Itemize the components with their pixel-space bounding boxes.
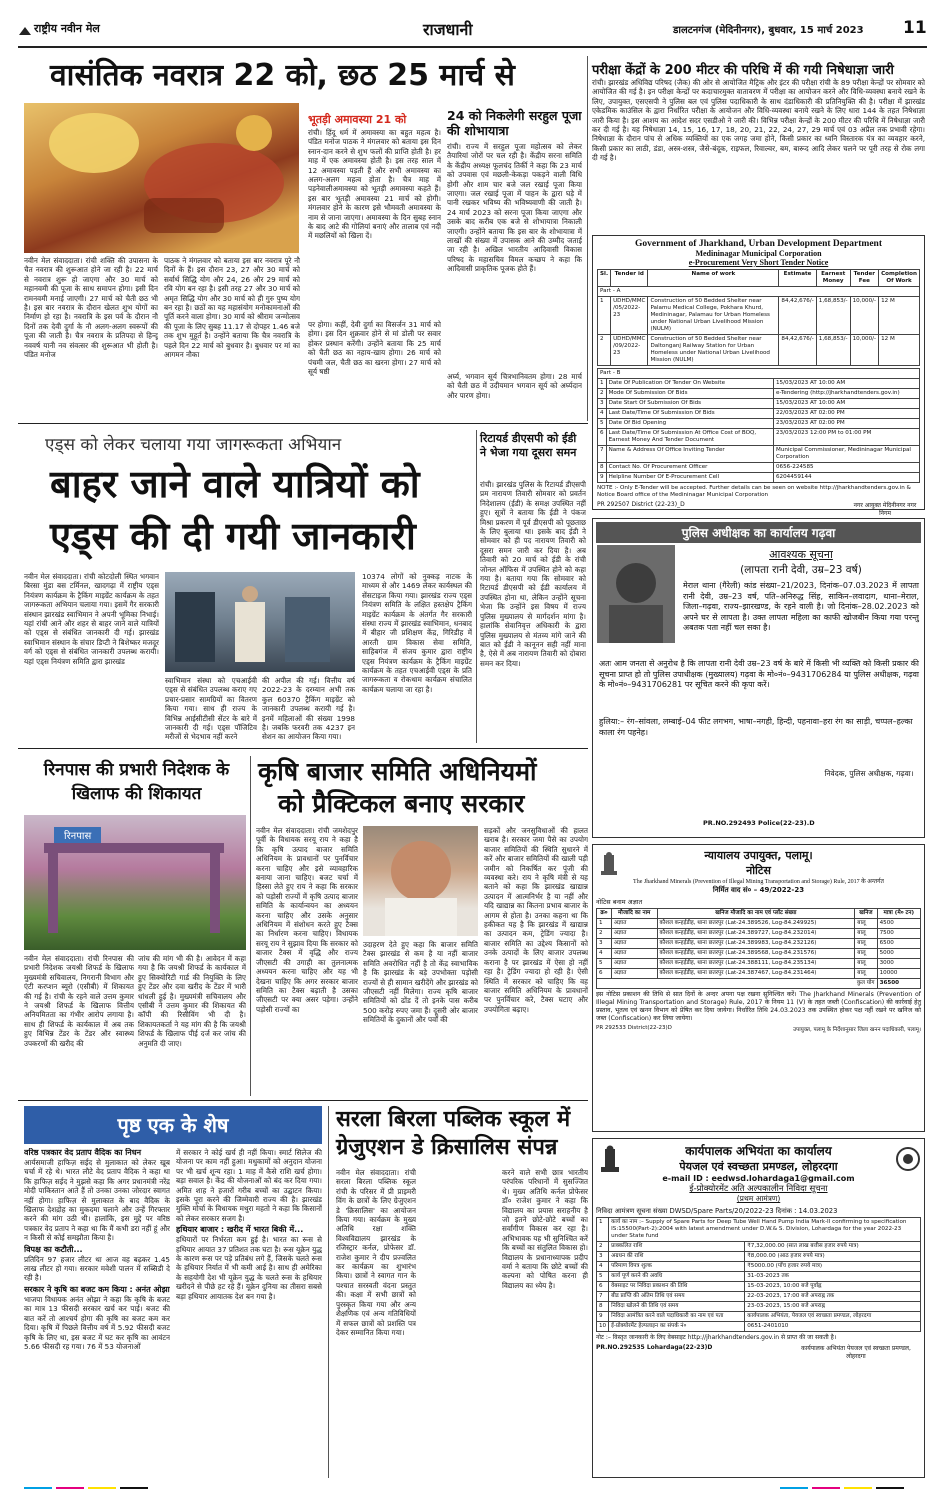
missing-office: पुलिस अधीक्षक का कार्यालय गढ़वा bbox=[596, 522, 921, 543]
shesh-sub4: हथियार बाजार : खरीद में भारत बिकी में... bbox=[176, 1225, 304, 1235]
sarhul-body-tail: अर्घ्य, भगवान सूर्य चित्रभानिवतम होगा। 28 मार्च को चैती छठ में उदीयमान भगवान सूर्य को अर्घ्यदान और पारण होगा। bbox=[447, 372, 582, 400]
sarhul-body: रांची। राज्य में सरहुल पूजा महोत्सव को लेकर तैयारियां जोरों पर चल रही है। केंद्रीय सरना समिति के केंद्रीय अध्यक्ष फूलचंद तिर्की ने कहा कि 23 मार्च को उपवास एवं मछली-केकड़ा पकड़ने वाली विधि होगी और शाम चार बजे जल रखाई पूजा किया जाएगा। जल रखाई पूजा में पाहन के द्वारा घड़े में पानी रखकर भविष्य की भविष्यवाणी की जाती है। 24 मार्च 2023 को सरना पूजा किया जाएगा और उसके बाद करीब एक बजे से शोभायात्रा निकाली जाएगी। उन्होंने बताया कि इस बार के शोभायात्रा में लाखों की संख्या में उपासक आने की उम्मीद जताई जा रही है। अखिल भारतीय आदिवासी विकास परिषद के महासचिव विमल कच्छप ने कहा कि आदिवासी प्राकृतिक पूजक होते हैं। bbox=[447, 142, 582, 274]
table-row: 2 Mode Of Submission Of Bids e-Tendering (http://jharkhandtenders.gov.in) bbox=[598, 389, 920, 399]
eedwsd-tender-notice bbox=[592, 1138, 925, 1478]
navratri-headline: वासंतिक नवरात्र 22 को, छठ 25 मार्च से bbox=[50, 58, 515, 93]
brand-logo-icon bbox=[18, 22, 32, 34]
court-sign: उपायुक्त, पलामू के निर्देशानुसार जिला खनन पदाधिकारी, पलामू। bbox=[793, 1027, 921, 1033]
tender-pr: PR 292507 District (22-23)_D bbox=[597, 501, 685, 508]
eedwsd-ref: निविदा आमंत्रण सूचना संख्या DWSD/Spare Parts/20/2022-23 दिनांक : 14.03.2023 bbox=[596, 1207, 838, 1215]
missing-description: हुलिया:– रंग–सांवला, लम्बाई–04 फीट लगभग, भाषा–नगही, हिन्दी, पहनावा–हरा रंग का साड़ी, चप्पल–हल्का काला रंग पहनेह। bbox=[599, 717, 913, 737]
table-row: 9 निविदा आमंत्रित करने वाले पदाधिकारी का नाम एवं पता कार्यपालक अभियंता, पेयजल एवं स्वच्छता प्रमण्डल, लोहरदगा bbox=[597, 1312, 921, 1322]
part-b-label: Part - B bbox=[598, 369, 920, 379]
aids-col1: नवीन मेल संवाददाता। रांची कोटदोली स्थित भगवान बिरसा मुंडा बस टर्मिनल, खादगढ़ा में राष्ट्रीय एड्स नियंत्रण कार्यक्रम के ट्रैकिंग माइग्रेंट कार्यक्रम के तहत जागरूकता अभियान चलाया गया। इसमें गैर सरकारी संस्थान झारखंड स्वाभिमान ने अपनी भूमिका निभाई। यहां रांची आने और शहर से बाहर जाने वाले यात्रियों को एड्स से संबंधित जानकारी दी गई। झारखंड स्वाभिमान संस्थान के संचार डिप्टी ने बिशेष्कर मजदूर वर्ग को एड्स से संबंधित जानकारी उपलब्ध करायी। यहां एड्स नियंत्रण समिति द्वारा झारखंड bbox=[24, 572, 159, 666]
krishi-photo bbox=[363, 826, 478, 936]
exam-headline: परीक्षा केंद्रों के 200 मीटर की परिधि में की गयी निषेधाज्ञा जारी bbox=[592, 63, 894, 78]
emblem-icon bbox=[598, 1144, 622, 1174]
court-notice bbox=[592, 844, 925, 1132]
court-act: The Jharkhand Minerals (Prevention of Illegal Mining Transportation and Storage) Rule, 2017 के अन्तर्गत bbox=[633, 879, 884, 885]
rinpas-photo bbox=[24, 815, 246, 950]
shesh-col1 bbox=[24, 1148, 170, 1478]
court-vs: नोटिस बनाम अज्ञात bbox=[596, 898, 643, 906]
rinpas-col1: नवीन मेल संवाददाता। रांची रिनपास की प्रभारी निदेशक जयश्री शिफर्ड के खिलाफ मुख्यमंत्री सचिवालय, निगरानी विभाग और एंटी करप्शन ब्यूरो (एसीबी) में शिकायत की गई है। रांची के रहने वाले उत्तम कुमार ने जयश्री शिफर्ड के खिलाफ वित्तीय अनियमितता का गंभीर आरोप लगाया है। साथ ही शिफर्ड के कार्यकाल में अब तक हुए विभिन्न टेंडर के टेंडर और स्वास्थ्य उपकरणों की खरीद की bbox=[24, 954, 134, 1048]
tender-sign: नगर आयुक्त मेदिनीनगर नगर निगम bbox=[853, 502, 917, 517]
aids-col3: की अपील की गई। वित्तीय वर्ष 2022-23 के दरम्यान अभी तक कुल 60370 ट्रैकिंग माइग्रेंट को जानकारी उपलब्ध करायी गई है। इनमें महिलाओं की संख्या 1998 है। जबकि फरवरी तक 4237 इन सेशन का आयोजन किया गया। bbox=[262, 676, 355, 742]
navratri-col1: नवीन मेल संवाददाता। रांची शक्ति की उपासना के चैत नवरात्र की शुरूआत होने जा रही है। 22 मार्च से नवरात्र शुरू हो जाएगा और 30 मार्च को महानवमी की पूजा के साथ समापन होगा। इसी दिन रामनवमी मनाई जाएगी। 27 मार्च को चैती छठ भी है। इस बार नवरात्र के दौरान खेलत शुभ योगों का निर्माण हो रहा है। नवरात्रि के इस पर्व के दौरान नौ दिनों तक देवी दुर्गा के नौ अलग-अलग स्वरूपों की पूजा की जाती है। चैत्र नवरात्र के प्रतिपदा से हिन्दू नववर्ष यानी नव संवत्सर की शुरूआत भी होती है। पंडित मनोज bbox=[24, 256, 158, 360]
table-row: 7 बीड प्राप्ति की अंतिम तिथि एवं समय 22-03-2023, 17:00 बजे अपराह्न तक bbox=[597, 1292, 921, 1302]
sarla-col1b bbox=[421, 1168, 497, 1478]
missing-pr: PR.NO.292493 Police(22-23).D bbox=[703, 819, 815, 827]
part-a-label: Part - A bbox=[598, 287, 920, 297]
krishi-col1: नवीन मेल संवाददाता। रांची जमशेदपुर पूर्वी के विधायक सरयू राय ने कहा है कि कृषि उत्पाद बाजार समिति अधिनियम के प्रावधानों पर पुनर्विचार करना चाहिए और इसे व्यावहारिक बनाया जाना चाहिए। बजट चर्चा में हिस्सा लेते हुए राय ने कहा कि सरकार को पड़ोसी राज्यों में कृषि उत्पाद बाजार समिति के कार्यान्वयन का अध्ययन करना चाहिए और उसके अनुसार अधिनियम में संशोधन करते हुए टैक्स का निर्धारण करना चाहिए। विधायक सरयू राय ने सुझाव दिया कि सरकार को बाजार टैक्स में वृद्धि और राज्य जीएसटी की उगाही का तुलनात्मक अध्ययन करना चाहिए और यह भी देखना चाहिए कि अगर सरकार बाजार समिति का टैक्स बढ़ाती है उसका जीएसटी पर क्या असर पड़ेगा। उन्होंने पड़ोसी राज्यों का bbox=[256, 826, 358, 1014]
th-earnest: Earnest Money bbox=[816, 270, 850, 287]
color-registration-bar bbox=[24, 1482, 152, 1489]
shesh-sub2: विपक्ष का कटौती... bbox=[24, 1244, 83, 1254]
table-row: 8 Contact No. Of Procurement Officer 0656-224585 bbox=[598, 463, 920, 473]
shesh-sub3: सरकार ने कृषि का बजट कम किया : अनंत ओझा bbox=[24, 1284, 170, 1294]
missing-sign: निवेदक, पुलिस अधीक्षक, गढ़वा। bbox=[824, 769, 914, 778]
table-row: 6 Last Date/Time Of Submission At Office Cost of BOQ, Earnest Money And Tender Document 23/03/2023 12:00 PM to 01:00 PM bbox=[598, 429, 920, 446]
aids-col2: स्वाभिमान संस्था को एचआईवी एड्स से संबंधित उपलब्ध कराए गए प्रचार-प्रसार सामग्रियों का वितरण किया गया। साथ ही राज्य के विभिन्न आईसीटीसी सेंटर के बारे में जानकारी दी गई। एड्स पॉजिटिव मरीजों से भेदभाव नहीं करने bbox=[165, 676, 257, 742]
aids-photo bbox=[165, 572, 355, 672]
exam-body: रांची। झारखंड अधिविद्य परिषद (जैक) की ओर से आयोजित मैट्रिक और इंटर की परीक्षा रांची के 89 परीक्षा केन्द्रों पर सोमवार को आयोजित की गई है। इन परीक्षा केन्द्रों पर कदाचारमुक्त वातावरण में परीक्षा का आयोजन करने और विधि-व्यवस्था बनाये रखने के लिए, उपायुक्त, एसएसपी ने पुलिस बल एवं पुलिस पदाधिकारी के साथ दंडाधिकारी की प्रतिनियुक्ति की है। परीक्षा में झारखंड एकेडमिक काउंसिल के द्वारा निर्धारित परीक्षा के आयोजन और विधि-व्यवस्था बनाये रखने के लिए धारा 144 के तहत निषेधाज्ञा जारी किया है। इस आशय का आदेश सदर एसडीओ ने जारी की। विभिन्न परीक्षा केन्द्रों के 200 मीटर की परिधि में निषेधाज्ञा जारी कर दी गई है। यह निषेधाज्ञा 14, 15, 16, 17, 18, 20, 21, 22, 24, 27, 29 मार्च एवं 03 अप्रैल तक प्रभावी रहेगा। निषेधाज्ञा के दौरान पांच से अधिक व्यक्तियों का एक जगह जमा होने, किसी प्रकार का ध्वनि विस्तारक यंत्र का व्यवहार करने, किसी प्रकार का लाठी, डंडा, अस्त्र-शस्त्र, जैसे-बंदूक, राइफल, रिवाल्वर, बम, बारूद आदि लेकर चलने पर पूरी तरह से रोक लगा दी गई है। bbox=[592, 78, 925, 163]
table-row: 5 Date Of Bid Opening 23/03/2023 AT 02:00 PM bbox=[598, 419, 920, 429]
sarla-col2: करने वाले सभी छात्र भारतीय परंपरिक परिधानों में सुसज्जित थे। मुख्य अतिथि कर्नल प्रोफेसर डॉ० राजेश कुमार ने कहा कि विद्यालय का प्रयास सराहनीय है जो इतने छोटे-छोटे बच्चों का सर्वांगीण विकास कर रहा है। अभिभावक यह भी सुनिश्चित करें कि बच्चों का संतुलित विकास हो। विद्यालय के प्रधानाध्यापक प्रदीप वर्मा ने बताया कि छोटे बच्चों की कल्पना को पोषित करना ही विद्यालय का ध्येय है। bbox=[502, 1168, 588, 1290]
aids-col4: 10374 लोगों को नुक्कड़ नाटक के माध्यम से और 1469 लेकर कार्यस्थल की सेंसटाइज किया गया। झारखंड राज्य एड्स नियंत्रण समिति के लक्षित हस्तक्षेप ट्रैकिंग माइग्रेंट कार्यक्रम के अंतर्गत गैर सरकारी संस्था राज्य में झारखंड स्वाभिमान, धनबाद में बीहार जी प्रशिक्षण केंद्र, गिरिडीह में आरती ग्राम विकास सेवा समिति, साहिबगंज में संजय कुमार द्वारा राष्ट्रीय एड्स नियंत्रण कार्यक्रम के ट्रैकिंग माइग्रेंट कार्यक्रम के तहत एचआईवी एड्स के प्रति जागरूकता व रोकथाम कार्यक्रम संचालित कार्यक्रम चलाया जा रहा है। bbox=[362, 572, 472, 694]
missing-appeal: अतः आम जनता से अनुरोध है कि लापता रानी देवी उम्र–23 वर्ष के बारे में किसी भी व्यक्ति को किसी प्रकार की सूचना प्राप्त हो तो पुलिस उपाधीक्षक (मुख्यालय) गढ़वा के मो०नं०–9431706284 या पुलिस अधीक्षक, गढ़वा के मो०नं०–9431706281 पर सूचित करने की कृपा करें। bbox=[599, 659, 919, 690]
shesh-body1: आर्यसमाजी हाफिज़ सईद से मुलाकात को लेकर खूब चर्चा में रहे थे। भारत लौटे वेद प्रताप वैदिक ने कहा था कि हाफिज़ सईद ने मुझसे कहा कि अगर प्रधानमंत्री नरेंद्र मोदी पाकिस्तान आते हैं तो उनका उनका जोरदार स्वागत नहीं होगा। हाफिज़ से मुलाकात के बाद वैदिक के खिलाफ देशद्रोह का मुकदमा चलाने और उन्हें गिरफ्तार करने की मांग उठी थी। हालांकि, इस मुद्दे पर वरिष्ठ पत्रकार वेद प्रताप ने कहा था कि मैं कभी डरा नहीं हूं और न किसी से कोई समझौता किया है। bbox=[24, 1158, 170, 1243]
dateline: डालटनगंज (मेदिनीनगर), बुधवार, 15 मार्च 2023 bbox=[673, 25, 864, 36]
tender-notice-medininagar bbox=[592, 235, 925, 517]
shesh-body5: हथियारों पर निर्भरता कम हुई है। भारत का रूस से हथियार आयात 37 प्रतिशत तक घटा है। रूस यूक्रेन युद्ध के कारण रूस पर पड़े प्रतिबंध लगे हैं, जिसके चलते रूस के हथियार निर्यात में भी कमी आई है। साथ ही अमेरिका के सहयोगी देश भी यूक्रेन युद्ध के चलते रूस के हथियार खरीदने से पीछे हट रहे हैं। यूक्रेन दुनिया का तीसरा सबसे बड़ा हथियार आयातक देश बन गया है। bbox=[176, 1235, 322, 1301]
shesh-banner: पृष्ठ एक के शेष bbox=[24, 1106, 322, 1144]
krishi-headline-2: को प्रैक्टिकल बनाए सरकार bbox=[278, 789, 525, 818]
tender-table-a bbox=[597, 269, 920, 366]
th-id: Tender id bbox=[611, 270, 648, 287]
retired-headline: रिटायर्ड डीएसपी को ईडी ने भेजा गया दूसरा समन bbox=[480, 432, 577, 459]
table-row: 2 UDHD/MMC /09/2022-23 Construction of 50 Bedded Shelter near Daltonganj Railway Station for Urban Homeless under National Urban Livelihood Mission (NULM) 84,42,676/- 1,68,853/- 10,000/- 12 M bbox=[598, 335, 920, 366]
th-work: Name of work bbox=[648, 270, 779, 287]
section-name: राजधानी bbox=[423, 20, 473, 39]
shesh-col2 bbox=[176, 1148, 322, 1478]
emblem-icon bbox=[896, 1144, 920, 1174]
tender-note: NOTE :- Only E-Tender will be accepted. Further details can be seen on website http://jharkhandtenders.gov.in & Notice Board office of the Medininagar Municipal Corporation bbox=[597, 485, 911, 498]
table-row: 2 प्राक्कलित राशि ₹7,32,000.00 (सात लाख बत्तीस हजार रुपये मात्र) bbox=[597, 1242, 921, 1252]
eedwsd-email: e-mail ID : eedwsd.lohardaga1@gmail.com bbox=[662, 1174, 855, 1183]
missing-photo bbox=[597, 545, 675, 643]
table-row: 3 अग्रधन की राशि ₹8,000.00 (आठ हजार रुपये मात्र) bbox=[597, 1252, 921, 1262]
table-row: 5 अज्ञात कौशल कन्हईडीह, थाना छतरपुर (Lat-24.388111, Log-84.235134) बालू 3000 bbox=[597, 959, 921, 969]
shesh-body4: में सरकार ने कोई खर्च ही नहीं किया। स्मार्ट सिलेज की योजना पर काम नहीं हुआ। मधुकामों को अनुदान योजना पर भी खर्च शून्य रहा। 1 माह में कैसे राशि खर्च होगा। बड़ा सवाल है। केंद्र की योजनाओं को बंद कर दिया गया। अमित शाह ने हजारों गरीब बच्चों का उद्घाटन किया। इसके पूरा करने की जिम्मेवारी राज्य की है। झारखंड मुक्ति मोर्चा के विधायक मथुरा महतो ने कहा कि किसानों को लेकर सरकार सजग है। bbox=[176, 1148, 322, 1223]
court-title: न्यायालय उपायुक्त, पलामू। bbox=[704, 849, 813, 862]
aids-kicker: एड्स को लेकर चलाया गया जागरूकता अभियान bbox=[45, 435, 342, 455]
missing-notice-heading: आवश्यक सूचना bbox=[769, 548, 833, 561]
table-row: 8 निविदा खोलने की तिथि एवं समय 23-03-2023, 15:00 बजे अपराह्न bbox=[597, 1302, 921, 1312]
court-body: इस नोटिस प्रकाशन की तिथि से सात दिनों के अन्दर अपना पक्ष रखना सुनिश्चित करें। The Jharkhand Minerals (Prevention of Illegal Mining Transportation and Storage) Rule, 2017 के नियम 11 (V) के तहत जब्ती (Confiscation) की कार्रवाई हेतु प्रस्ताव, भूतत्व एवं खनन विभाग को प्रेषित कर दिया जायेगा। निर्धारित तिथि 24.03.2023 तक उपस्थित होकर पक्ष नहीं रखने पर खनिज को जब्त (Confiscation) कर लिया जायेगा। bbox=[596, 991, 921, 1022]
table-row: 1 अज्ञात कौशल कन्हईडीह, थाना छतरपुर (Lat-24.389526, Log-84.249925) बालू 4500 bbox=[597, 919, 921, 929]
court-pr: PR 292533 District(22-23)D bbox=[596, 1025, 672, 1031]
court-case: निर्मित वाद सं० – 49/2022-23 bbox=[712, 886, 805, 894]
missing-name: (लापता रानी देवी, उम्र–23 वर्ष) bbox=[740, 564, 862, 576]
rinpas-col2: जांच की मांग भी की है। आवेदन में कहा गया है कि जयश्री शिफर्ड के कार्यकाल में हुए सिक्योरिटी गार्ड की नियुक्ति के लिए हुए टेंडर और दवा खरीद के टेंडर में भारी धांधली हुई है। मुख्यमंत्री सचिवालय और एसीबी ने उत्तम कुमार की शिकायत की कॉपी की रिसीविंग भी दी है। शिकायतकर्ता ने यह मांग की है कि जयश्री शिफर्ड के खिलाफ पीई दर्ज कर जांच की अनुमति दी जाए। bbox=[138, 954, 246, 1048]
table-row: कुल योग 36500 bbox=[597, 979, 921, 989]
krishi-col2: उदाहरण देते हुए कहा कि बाजार समिति टैक्स झारखंड से कम है या नहीं बाजार समिति अवरोधित नहीं है तो केंद्र स्वाभाविक है कि झारखंड के बड़े उपभोक्ता पड़ोसी राज्यों से ही सामान खरीदेंगे और झारखंड को जीएसटी नहीं मिलेगा। राज्य कृषि बाजार समितियों को ढोंड दें तो इनके पास करीब 500 करोड़ रुपए जमा हैं। दूसरी ओर बाजार समितियों के दुकानों और पर्वों की bbox=[363, 940, 478, 1025]
table-row: 1 कार्य का नाम :– Supply of Spare Parts for Deep Tube Well Hand Pump India Mark-II confirming to specification IS:15500(Part-2):2004 with latest amendment under D.W.& S. Division, Lohardaga for the year 2022-23 under State fund bbox=[597, 1218, 921, 1242]
aids-headline-1: बाहर जाने वाले यात्रियों को bbox=[50, 462, 420, 506]
table-row: 4 अज्ञात कौशल कन्हईडीह, थाना छतरपुर (Lat-24.389568, Log-84.231576) बालू 5000 bbox=[597, 949, 921, 959]
sarla-col1: नवीन मेल संवाददाता। रांची सरला बिरला पब्लिक स्कूल रांची के परिसर में प्री प्राइमरी विंग के छात्रों के लिए ग्रेजुएशन डे 'क्रिसालिस' का आयोजन किया गया। कार्यक्रम के मुख्य अतिथि रक्षा शक्ति विश्वविद्यालय झारखंड के रजिस्ट्रार कर्नल, प्रोफेसर डॉ. राजेश कुमार ने दीप प्रज्वलित कर कार्यक्रम का शुभारंभ किया। छात्रों ने स्वागत गान के पश्चात सरस्वती वंदना प्रस्तुत की। कक्षा में सभी छात्रों को पुरस्कृत किया गया और अन्य शैक्षणिक एवं अन्य गतिविधियों में सफल छात्रों को प्रशस्ति पत्र देकर सम्मानित किया गया। bbox=[336, 1168, 416, 1337]
sarhul-headline: 24 को निकलेगी सरहुल पूजा की शोभायात्रा bbox=[447, 108, 582, 138]
tender-org1: Government of Jharkhand, Urban Development Department bbox=[635, 239, 882, 249]
masthead bbox=[18, 18, 927, 48]
navratri-col4: पर होगा। कहीं, देवी दुर्गा का विसर्जन 31 मार्च को होगा। इस दिन शुक्रवार होने से मां डोली पर सवार होकर प्रस्थान करेंगी। उन्होंने बताया कि 25 मार्च को चैती छठ का नहाय-खाय होगा। 26 मार्च को पंचमी जल, चैती छठ का खरना होगा। 27 मार्च को सूर्य षष्ठी bbox=[308, 320, 441, 377]
page-number: 11 bbox=[903, 18, 927, 38]
tender-table-b bbox=[597, 368, 920, 483]
eedwsd-pr: PR.NO.292535 Lohardaga(22-23)D bbox=[596, 1344, 713, 1351]
th-estimate: Estimate bbox=[779, 270, 816, 287]
shesh-sub1: वरिष्ठ पत्रकार वेद प्रताप वैदिक का निधन bbox=[24, 1148, 142, 1157]
table-row: 4 Last Date/Time Of Submission Of Bids 22/03/2023 AT 02:00 PM bbox=[598, 409, 920, 419]
eedwsd-sign: कार्यपालक अभियंता पेयजल एवं स्वच्छता प्रमण्डल, लोहरदगा bbox=[801, 1345, 911, 1360]
shesh-body3: भाजपा विधायक अनंत ओझा ने कहा कि कृषि के बजट का मात्र 13 फीसदी सरकार खर्च कर पाई। बजट की बात करें तो आश्चर्य होगा की कृषि का बजट कम कर दिया। कृषि में पिछले वित्तीय वर्ष में 5.92 फीसदी बजट कृषि के लिए था, इस बजट में घट कर कृषि का आवंटन 5.66 फीसदी रह गया। 76 में 53 योजनाओं bbox=[24, 1294, 170, 1351]
eedwsd-footer-note: नोट :– विस्तृत जानकारी के लिए वेबसाइट http://jharkhandtenders.gov.in से प्राप्त की जा सकती है। bbox=[596, 1334, 837, 1341]
emblem-icon bbox=[598, 851, 620, 877]
table-row: 10 ई-प्रोक्योरमेंट हेल्पलाइन का संपर्क नं० 0651-2401010 bbox=[597, 1322, 921, 1332]
krishi-col3: सड़कों और जनसुविधाओं की हालत खराब है। सरकार जमा पैसे का उपयोग बाजार समितियों की स्थिति सुधारने में करें और बाजार समितियों की खाली पड़ी जमीन को निकर्षित कर पूंजी की व्यवस्था करे। राय ने कृषि मंत्री से यह बताने को कहा कि झारखंड खाद्यान्न उत्पादन में आत्मनिर्भर है या नहीं और यदि खाद्यान्न का कितना प्रभाव बाजार के आगम से होता है। उनका कहना था कि हकीकत यह है कि झारखंड में खाद्यान्न का उत्पादन कम, ट्रेडिंग ज्यादा है। बाजार समिति का उद्देश्य किसानों को उनके उत्पादों के लिए बाजार उपलब्ध कराना है पर झारखंड में ऐसा हो नहीं रहा है। ट्रेडिंग ज्यादा हो रही है। ऐसी स्थिति में सरकार को चाहिए कि वह बाजार समिति अधिनियम के प्रावधानों पर पुनर्विचार करे, टैक्स घटाए और उपयोगिता बढ़ाए। bbox=[484, 826, 588, 1014]
table-row: 7 Name & Address Of Office Inviting Tender Municipal Commissioner, Medininagar Municipal Corporation bbox=[598, 446, 920, 463]
masthead-rule bbox=[18, 46, 927, 48]
table-row: 3 अज्ञात कौशल कन्हईडीह, थाना छतरपुर (Lat-24.389983, Log-84.232126) बालू 6500 bbox=[597, 939, 921, 949]
tender-title: e-Procurement Very Short Tender Notice bbox=[688, 258, 829, 267]
th-fee: Tender Fee bbox=[850, 270, 878, 287]
th-sl: Sl. bbox=[598, 270, 611, 287]
th-completion: Completion Of Work bbox=[879, 270, 920, 287]
rinpas-gate-sign: रिनपास bbox=[54, 827, 101, 843]
retired-body: रांची। झारखंड पुलिस के रिटायर्ड डीएसपी प्रम नारायण तिवारी सोमवार को प्रवर्तन निदेशालय (ईडी) के समक्ष उपस्थित नहीं हुए। सूत्रों ने बताया कि ईडी ने पंकज मिश्रा प्रकरण में पूर्व डीएसपी को पूछताछ के लिए बुलाया था। इसके बाद ईडी ने सोमवार को ही पद नारायण तिवारी को दूसरा समन जारी कर दिया है। अब तिवारी को 20 मार्च को ईडी के रांची जोनल ऑफिस में उपस्थित होने को कहा गया है। बताया गया कि सोमवार को रिटायर्ड डीएसपी को ईडी कार्यालय में उपस्थित होना था, लेकिन उन्होंने सूचना भेजा कि उन्होंने इस विषय में राज्य पुलिस मुख्यालय से मार्गदर्शन मांगा है। हालांकि सेवानिवृत्त अधिकारी के द्वारा पुलिस मुख्यालय से मंतव्य मांगे जाने की बात को ईडी ने कानूनन सही नहीं माना है, ऐसे में अब नारायण तिवारी को दोबारा समन कर दिया। bbox=[480, 480, 586, 668]
navratri-photo bbox=[24, 103, 299, 253]
missing-body: मेराल थाना (गैरेली) कांड संख्या–21/2023, दिनांक–07.03.2023 में लापता रानी देवी, उम्र–23 वर्ष, पति–अनिरुद्ध सिंह, साकिन–लवादाग, थाना–मेराल, जिला–गढ़वा, राज्य–झारखण्ड, के रहने वाली है। जो दिनांक–28.02.2023 को अपने घर से लापता है। उक्त लापता महिला का काफी खोजबीन किया गया परन्तु अबतक पता नहीं चल सका है। bbox=[683, 581, 919, 633]
eedwsd-table bbox=[596, 1217, 921, 1332]
eedwsd-office: कार्यपालक अभियंता का कार्यालय bbox=[685, 1144, 832, 1158]
table-row: 2 अज्ञात कौशल कन्हईडीह, थाना छतरपुर (Lat-24.389727, Log-84.232014) बालू 7500 bbox=[597, 929, 921, 939]
table-row: 3 Date Start Of Submission Of Bids 15/03/2023 AT 10:00 AM bbox=[598, 399, 920, 409]
eedwsd-eproc: ई-प्रोक्योरमेंट अति अल्पकालीन निविदा सूचना bbox=[689, 1184, 828, 1194]
color-registration-bar bbox=[780, 1482, 908, 1489]
table-row: 6 अज्ञात कौशल कन्हईडीह, थाना छतरपुर (Lat-24.387467, Log-84.231464) बालू 10000 bbox=[597, 969, 921, 979]
navratri-kicker: भूतड़ी अमावस्या 21 को bbox=[308, 113, 407, 126]
shesh-body2: प्रतिदिन 97 हजार लीटर था आज वह बढ़कर 1.45 लाख लीटर हो गया। सरकार मवेशी पालन में सब्सिडी दे रही है। bbox=[24, 1254, 170, 1283]
krishi-headline-1: कृषि बाजार समिति अधिनियमों bbox=[258, 757, 537, 786]
tender-org2: Medininagar Municipal Corporation bbox=[695, 249, 822, 258]
rinpas-headline: रिनपास की प्रभारी निदेशक के खिलाफ की शिकायत bbox=[43, 760, 230, 804]
eedwsd-dept: पेयजल एवं स्वच्छता प्रमण्डल, लोहरदगा bbox=[679, 1160, 838, 1173]
aids-headline-2: एड्स की दी गयी जानकारी bbox=[50, 514, 416, 558]
brand-name: राष्ट्रीय नवीन मेल bbox=[34, 22, 100, 35]
court-notice-heading: नोटिस bbox=[746, 864, 771, 877]
table-row: 4 परिमाण विपत्र शुल्क ₹5000.00 (पाँच हजार रुपये मात्र) bbox=[597, 1262, 921, 1272]
table-row: 1 UDHD/MMC /05/2022-23 Construction of 50 Bedded Shelter near Palamu Medical College, Pokhara Khurd, Medininagar, Palamau for Urban Homeless under National Urban Livelihood Mission (NULM) 84,42,676/- 1,68,853/- 10,000/- 12 M bbox=[598, 297, 920, 335]
navratri-col2: पाठक ने मंगलवार को बताया इस बार नवरात्र पूरे नौ दिनों के हैं। इस दौरान 23, 27 और 30 मार्च को सर्वार्थ सिद्धि योग और 24, 26 और 29 मार्च को रवि योग बन रहा है। इसी तरह 27 और 30 मार्च को अमृत सिद्धि योग और 30 मार्च को ही गुरु पुष्य योग बन रहा है। छठों का यह महासंयोग मनोकामनाओं की पूर्ति करने वाला होगा। 30 मार्च को श्रीराम जन्मोत्सव की पूजा के लिए सुबह 11.17 से दोपहर 1.46 बजे तक शुभ मुहूर्त है। उन्होंने बताया कि चैत्र नवरात्रि के पहले दिन 22 मार्च को बुधवार है। बुधवार पर मां का आगमन नौका bbox=[164, 256, 300, 360]
sarla-headline-1: सरला बिरला पब्लिक स्कूल में bbox=[336, 1107, 571, 1132]
table-row: 1 Date Of Publication Of Tender On Website 15/03/2023 AT 10:00 AM bbox=[598, 379, 920, 389]
sarla-headline-2: ग्रेजुएशन डे क्रिसालिस संपन्न bbox=[336, 1135, 558, 1160]
table-row: 6 वेबसाइट पर निविदा प्रकाशन की तिथि 15-03-2023, 10:00 बजे पूर्वाह्न bbox=[597, 1282, 921, 1292]
eedwsd-pratham: (प्रथम आमंत्रण) bbox=[736, 1194, 781, 1203]
court-table: क्र० मौजादि का नाम खनिज मौजादि का नाम एवं प्लॉट संख्या खनिज मात्रा (मे० टन) 1 अज्ञात कौशल कन्हईडीह, थाना छतरपुर (Lat-24.389526, Log-84.249925) बालू 4500 2 अज्ञात कौशल कन्हईडीह, थाना छतरपुर (Lat-24.389727, Log-84.232014) बालू 7500 3 अज्ञात कौशल कन्हईडीह, थाना छतरपुर (Lat-24.389983, Log-84.232126) बालू 6500 4 अज्ञात कौशल कन्हईडीह, थाना छतरपुर (Lat-24.389568, Log-84.231576) बालू 5000 5 अज्ञात कौशल कन्हईडीह, थाना छतरपुर (Lat-24.388111, Log-84.235134) बालू 3000 6 अज्ञात कौशल कन्हईडीह, थाना छतरपुर (Lat-24.387467, Log-84.231464) बालू 10000 कुल योग 36500 bbox=[596, 908, 921, 989]
table-row: 5 कार्य पूर्ण करने की अवधि 31-03-2023 तक bbox=[597, 1272, 921, 1282]
table-row: 9 Helpline Number Of E-Procurement Cell 6204459144 bbox=[598, 473, 920, 483]
missing-person-notice bbox=[592, 518, 925, 838]
navratri-col3: रांची। हिंदू धर्म में अमावस्या का बहुत महत्व है। पंडित मनोज पाठक ने मंगलवार को बताया इस दिन स्नान-दान करने से शुभ फलों की प्राप्ति होती है। हर माह में एक अमावस्या होती है। इस तरह साल में 12 अमावस्या पड़ती हैं और सभी अमावस्या का अलग-अलग महत्व होता है। चैत्र माह में पड़नेवालीअमावस्या को भूतड़ी अमावस्या कहते हैं। इस बार भूतड़ी अमावस्या 21 मार्च को होगी। मंगलवार होने के कारण इसे भौमवती अमावस्या के नाम से जाना जाएगा। अमावस्या के दिन सुबह स्नान के बाद आटे की गोलियां बनाएं और तालाब एवं नदी में मछलियों को खिला दें। bbox=[308, 128, 441, 241]
